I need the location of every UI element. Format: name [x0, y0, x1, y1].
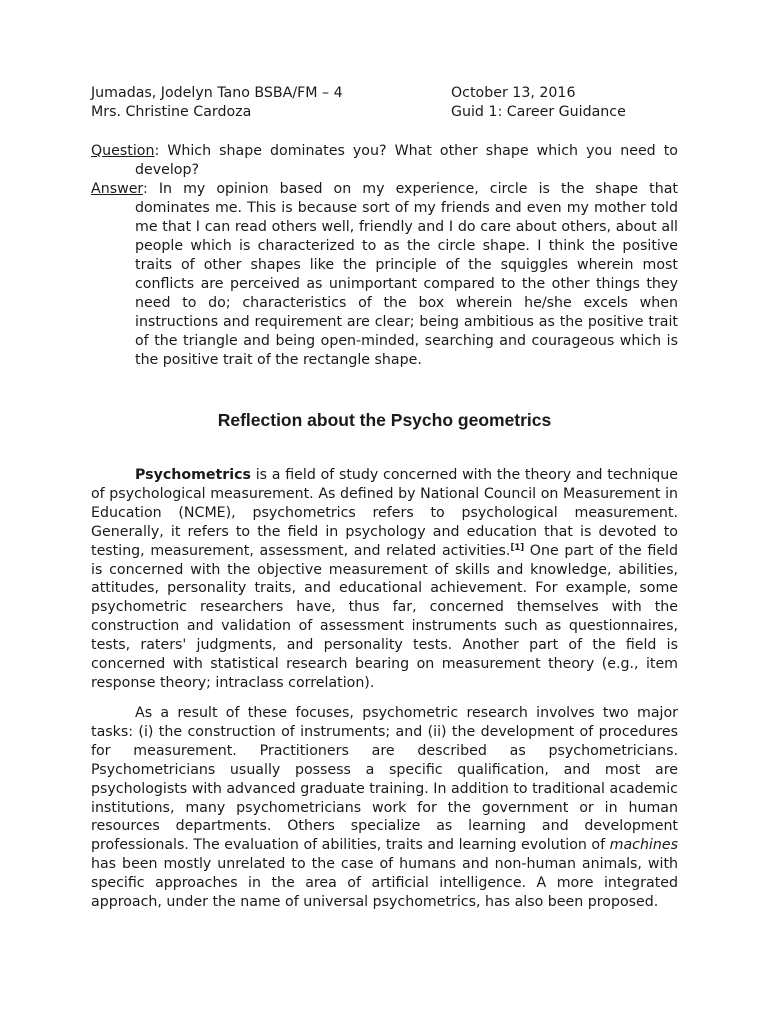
reflection-title: Reflection about the Psycho geometrics: [217, 410, 552, 430]
reflection-paragraph-2: [91, 704, 678, 912]
header-row-1: [91, 84, 677, 103]
machines-term: machines: [609, 837, 678, 854]
instructor-name: Mrs. Christine Cardoza: [91, 104, 252, 120]
psychometrics-term: Psychometrics: [135, 467, 252, 483]
reflection-paragraph-1: [91, 466, 678, 693]
answer-text: : In my opinion based on my experience, circle is the shape that dominates me. This is because sort of my friends and even my mother told me that I can read others well, friendly and I do care about others, about all people which is characterized to as the circle shape. I think the positive traits of other shapes like the principle of the squiggles wherein most conflicts are perceived as unimportant compared to the other things they need to do; characteristics of the box wherein he/she excels when instructions and requirement are clear; being ambitious as the positive trait of the triangle and being open-minded, searching and courageous which is the positive trait of the rectangle shape.: [135, 181, 678, 368]
answer-label: Answer: [91, 181, 144, 197]
question-label: Question: [91, 143, 155, 159]
document-date: October 13, 2016: [451, 85, 576, 101]
p2-text-a: As a result of these focuses, psychometric research involves two major tasks: (i) the construction of instruments; and (ii) the development of procedures for measurement. Practitioners are described as psychometricians. Psychometricians usually possess a specific qualification, and most are psychologists with advanced graduate training. In addition to traditional academic institutions, many psychometricians work for the government or in human resources departments. Others specialize as learning and development professionals. The evaluation of abilities, traits and learning evolution of: [91, 705, 678, 854]
answer-block: [91, 180, 678, 370]
p2-text-b: has been mostly unrelated to the case of humans and non-human animals, with specific approaches in the area of artificial intelligence. A more integrated approach, under the name of universal psychometrics, has also been proposed.: [91, 856, 678, 911]
question-text: : Which shape dominates you? What other shape which you need to develop?: [135, 143, 678, 178]
question-block: [91, 142, 678, 180]
reference-1: [1]: [510, 542, 525, 553]
header-row-2: [91, 103, 677, 122]
subject-title: Guid 1: Career Guidance: [451, 104, 626, 120]
p1-text-a: is a field of study concerned with the theory and technique of psychological measurement. As defined by National Council on Measurement in Education (NCME), psychometrics refers to psychological measurement. Generally, it refers to the field in psychology and education that is devoted to testing, measurement, assessment, and related activities.: [91, 467, 678, 559]
p1-text-b: One part of the field is concerned with the objective measurement of skills and knowledge, abilities, attitudes, personality traits, and educational achievement. For example, some psychometric researchers have, thus far, concerned themselves with the construction and validation of assessment instruments such as questionnaires, tests, raters' judgments, and personality tests. Another part of the field is concerned with statistical research bearing on measurement theory (e.g., item response theory; intraclass correlation).: [91, 542, 679, 691]
student-name: Jumadas, Jodelyn Tano BSBA/FM – 4: [91, 85, 343, 101]
